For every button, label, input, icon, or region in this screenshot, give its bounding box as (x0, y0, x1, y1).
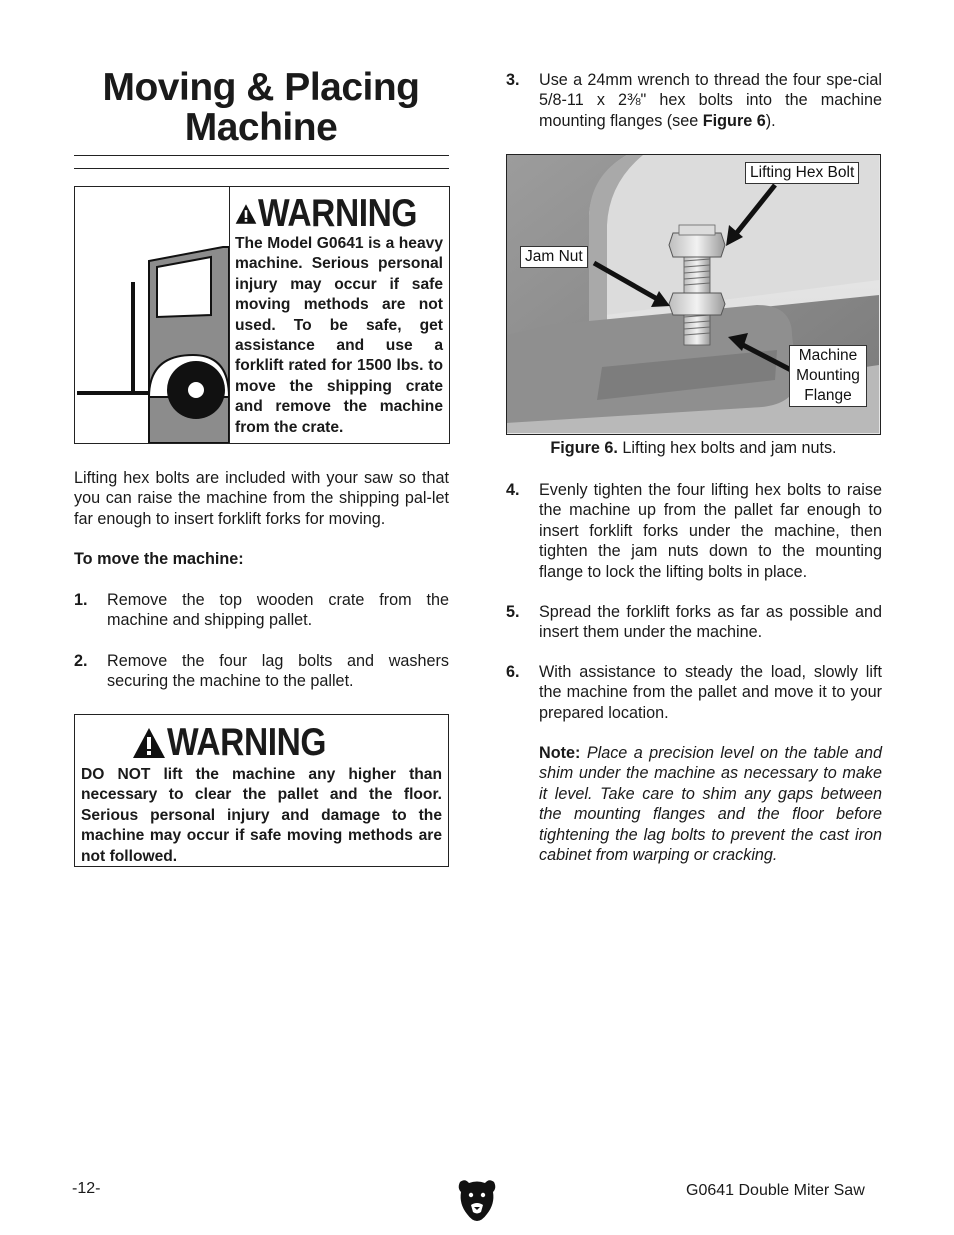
step-5 (506, 602, 882, 644)
warning-box-forklift (74, 186, 450, 444)
step-3 (506, 70, 882, 132)
step-6-number: 6. (506, 663, 520, 681)
warning-1-content (235, 193, 443, 438)
figure-6-photo (506, 154, 881, 435)
footer-model: G0641 Double Miter Saw (686, 1182, 865, 1199)
note-paragraph (539, 743, 882, 865)
step-1-text: Remove the top wooden crate from the machine and shipping pallet. (107, 591, 449, 630)
page-number: -12- (72, 1180, 101, 1197)
step-4-text: Evenly tighten the four lifting hex bolts to raise the machine up from the pallet far enough to insert forklift forks under the machine, then tighten the jam nuts down to the mounting flange to lock the lifting bolts in place. (539, 481, 882, 581)
callout-flange-line-3: Flange (804, 387, 852, 404)
step-6 (506, 662, 882, 724)
step-2-number: 2. (74, 652, 88, 670)
step-6-text: With assistance to steady the load, slowly lift the machine from the pallet and move it to your prepared location. (539, 663, 882, 722)
callout-jam-nut: Jam Nut (520, 246, 588, 268)
title-rule-bottom (74, 168, 449, 169)
warning-1-heading (235, 193, 443, 235)
figure-6-reference: Figure 6 (702, 111, 766, 130)
step-3-number: 3. (506, 71, 520, 89)
warning-triangle-icon (132, 727, 166, 759)
note-label: Note: (539, 744, 581, 762)
warning-triangle-icon (235, 198, 257, 230)
figure-6-caption-text: Lifting hex bolts and jam nuts. (617, 439, 837, 457)
warning-2-text: DO NOT lift the machine any higher than necessary to clear the pallet and the floor. Serious personal injury and damage to the machine may occur if safe moving methods are not followed. (81, 766, 442, 865)
step-3-text-pre: Use a 24mm wrench to thread the four spe-cial 5/8-11 x 2⅜" hex bolts into the machine mounting flanges (see (539, 71, 882, 130)
step-5-number: 5. (506, 603, 520, 621)
step-4-number: 4. (506, 481, 520, 499)
step-1-number: 1. (74, 591, 88, 609)
page-title: Moving & Placing Machine (102, 66, 420, 149)
bear-head-logo-icon (457, 1178, 497, 1222)
step-1 (74, 590, 449, 632)
warning-2-word: WARNING (166, 721, 326, 764)
callout-flange-line-2: Mounting (796, 367, 860, 384)
callout-machine-mounting-flange (789, 345, 867, 407)
intro-paragraph: Lifting hex bolts are included with your saw so that you can raise the machine from the shipping pal-let far enough to insert forklift forks for moving. (74, 469, 449, 528)
step-5-text: Spread the forklift forks as far as possible and insert them under the machine. (539, 603, 882, 642)
forklift-icon (75, 187, 229, 443)
warning-2-heading (81, 721, 442, 765)
note-text: Place a precision level on the table and shim under the machine as necessary to make it level. Take care to shim any gaps between the mounting flanges and the floor before tightening the lag bolts to prevent the cast iron cabinet from warping or cracking. (539, 744, 883, 865)
step-4 (506, 480, 882, 584)
step-2-text: Remove the four lag bolts and washers securing the machine to the pallet. (107, 652, 449, 691)
forklift-illustration (75, 187, 230, 443)
figure-6-caption (506, 438, 881, 458)
step-2 (74, 651, 449, 693)
step-3-text-post: ). (765, 111, 776, 130)
callout-lifting-hex-bolt: Lifting Hex Bolt (745, 162, 859, 184)
subheading-move-machine: To move the machine: (74, 550, 244, 568)
warning-1-text: The Model G0641 is a heavy machine. Serious personal injury may occur if safe moving methods are not used. To be safe, get assistance and use a forklift rated for 1500 lbs. to move the shipping crate and remove the machine from the crate. (235, 235, 443, 436)
figure-6-caption-label: Figure 6. (550, 439, 618, 457)
warning-box-lift-height (74, 714, 449, 867)
callout-flange-line-1: Machine (798, 347, 858, 364)
warning-1-word: WARNING (258, 192, 418, 235)
step-3-text (539, 70, 882, 131)
title-rule-top (74, 155, 449, 156)
